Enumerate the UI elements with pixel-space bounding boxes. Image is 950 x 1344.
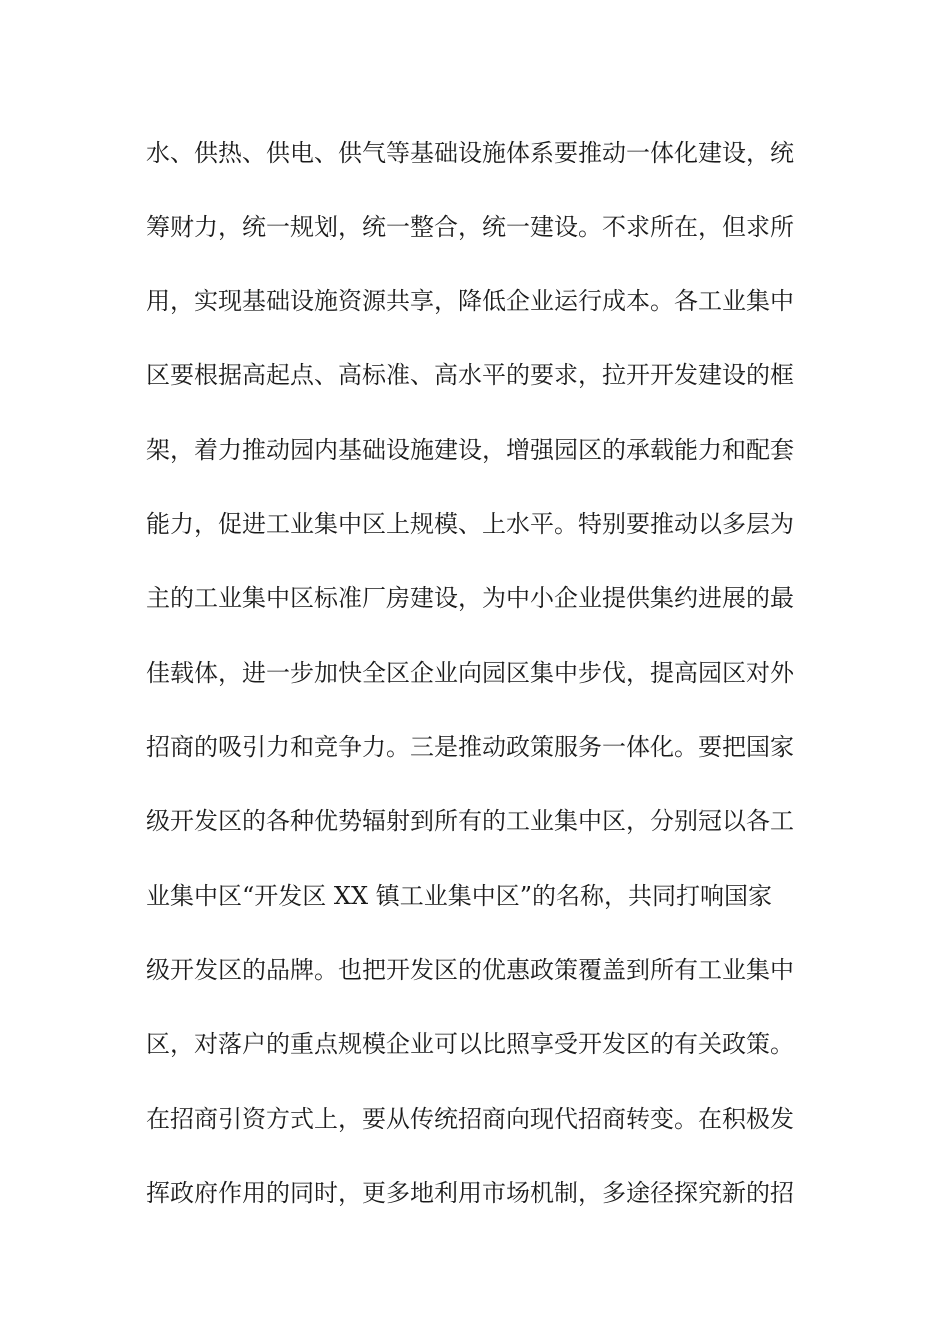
text-line-3: 用，实现基础设施资源共享，降低企业运行成本。各工业集中 xyxy=(146,287,794,315)
text-line-15: 挥政府作用的同时，更多地利用市场机制，多途径探究新的招 xyxy=(146,1179,794,1207)
text-line-1: 水、供热、供电、供气等基础设施体系要推动一体化建设，统 xyxy=(146,139,794,167)
text-line-11: 业集中区“开发区 XX 镇工业集中区”的名称，共同打响国家 xyxy=(146,882,772,910)
text-line-2: 筹财力，统一规划，统一整合，统一建设。不求所在，但求所 xyxy=(146,213,794,241)
text-line-4: 区要根据高起点、高标准、高水平的要求，拉开开发建设的框 xyxy=(146,361,794,389)
text-line-14: 在招商引资方式上，要从传统招商向现代招商转变。在积极发 xyxy=(146,1105,794,1133)
text-line-10: 级开发区的各种优势辐射到所有的工业集中区，分别冠以各工 xyxy=(146,807,794,835)
text-line-7: 主的工业集中区标准厂房建设，为中小企业提供集约进展的最 xyxy=(146,584,794,612)
text-line-5: 架，着力推动园内基础设施建设，增强园区的承载能力和配套 xyxy=(146,436,794,464)
text-line-9: 招商的吸引力和竞争力。三是推动政策服务一体化。要把国家 xyxy=(146,733,794,761)
text-line-12: 级开发区的品牌。也把开发区的优惠政策覆盖到所有工业集中 xyxy=(146,956,794,984)
text-line-13: 区，对落户的重点规模企业可以比照享受开发区的有关政策。 xyxy=(146,1030,794,1058)
text-line-8: 佳载体，进一步加快全区企业向园区集中步伐，提高园区对外 xyxy=(146,659,794,687)
text-line-6: 能力，促进工业集中区上规模、上水平。特别要推动以多层为 xyxy=(146,510,794,538)
